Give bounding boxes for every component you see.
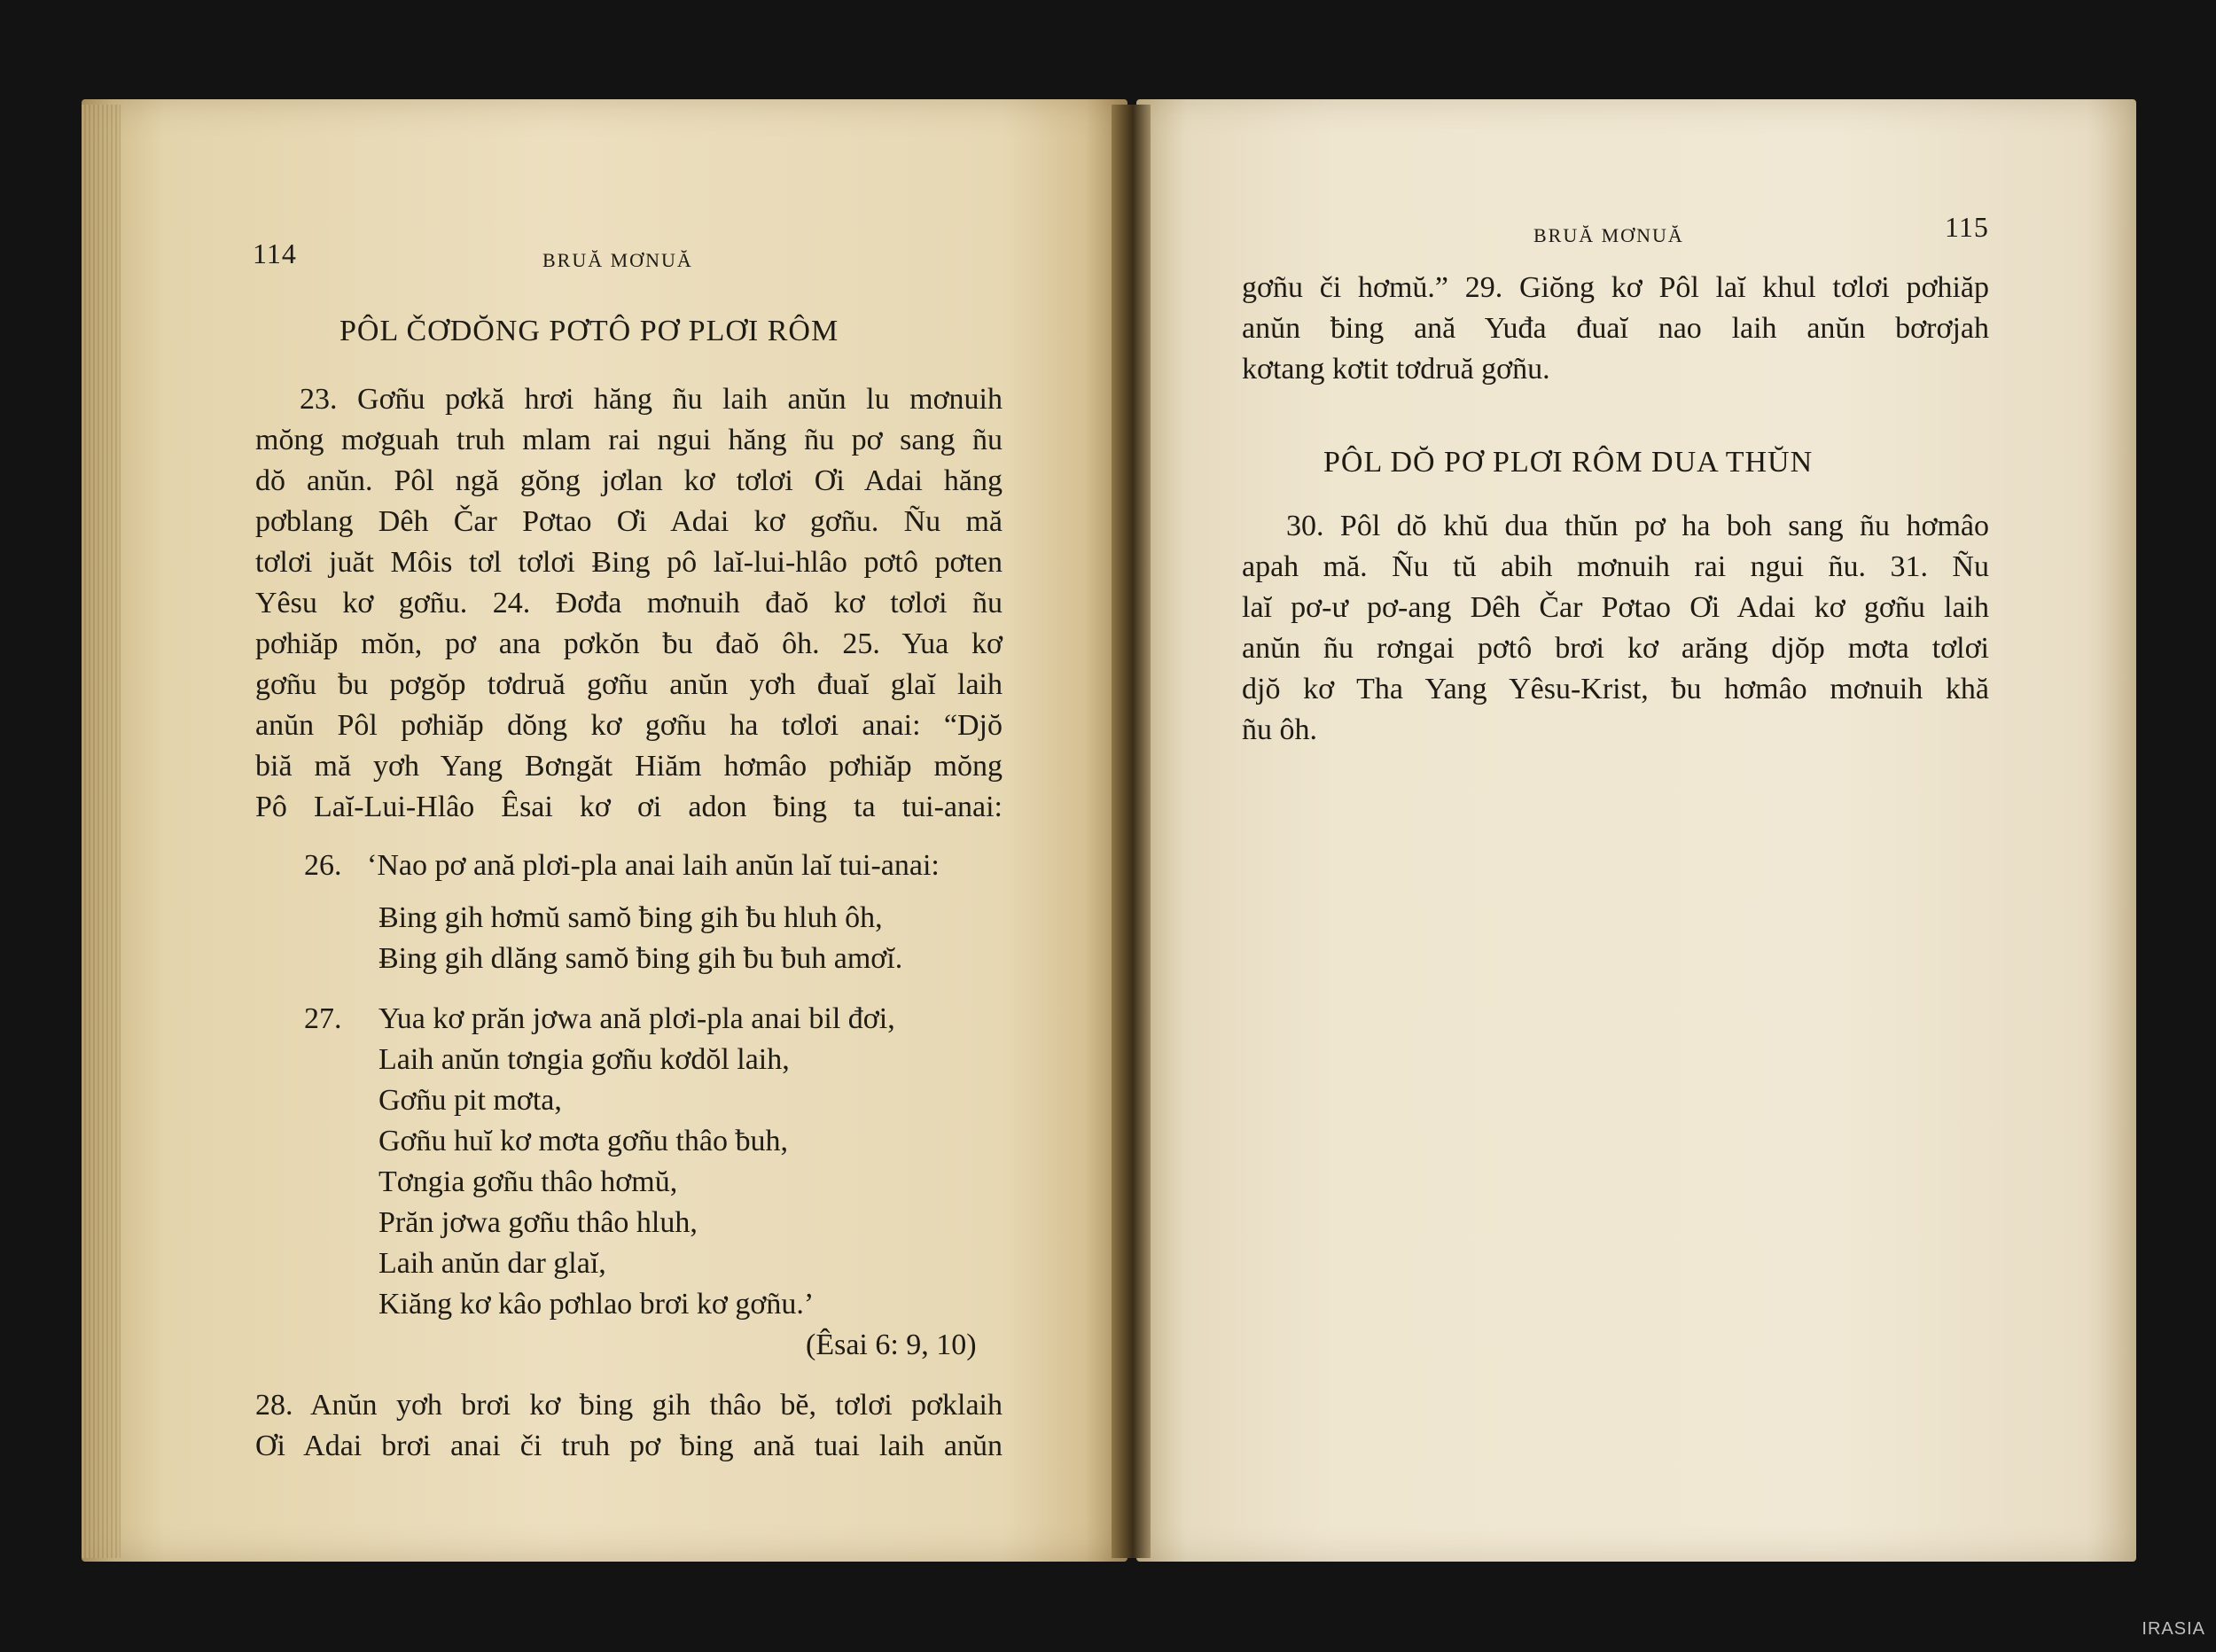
poem-line: ‘Nao pơ ană plơi-pla anai laih anŭn laĭ tui-anai: bbox=[367, 849, 940, 882]
text-line: dŏ anŭn. Pôl ngă gŏng jơlan kơ tơlơi Ơi Adai hăng bbox=[255, 464, 1003, 497]
book-gutter bbox=[1112, 105, 1151, 1558]
scripture-citation: (Êsai 6: 9, 10) bbox=[806, 1329, 977, 1361]
text-line: Ơi Adai brơi anai či truh pơ ƀing ană tuai laih anŭn bbox=[255, 1430, 1003, 1462]
text-line: kơtang kơtit tơdruă gơñu. bbox=[1242, 353, 1550, 386]
poem-line: Gơñu pit mơta, bbox=[378, 1084, 562, 1117]
text-line: laĭ pơ-ư pơ-ang Dêh Čar Pơtao Ơi Adai kơ gơñu laih bbox=[1242, 591, 1989, 624]
verse-number-27: 27. bbox=[304, 1002, 342, 1035]
watermark: IRASIA bbox=[2142, 1619, 2205, 1639]
left-paragraph-28 bbox=[255, 1385, 1003, 1467]
poem-line: Kiăng kơ kâo pơhlao brơi kơ gơñu.’ bbox=[378, 1288, 815, 1321]
text-line: Yêsu kơ gơñu. 24. Đơđa mơnuih đaŏ kơ tơlơi ñu bbox=[255, 587, 1003, 620]
text-line: pơblang Dêh Čar Pơtao Ơi Adai kơ gơñu. Ñu mă bbox=[255, 505, 1003, 538]
text-line: tơlơi juăt Môis tơl tơlơi Ƀing pô laĭ-lui-hlâo pơtô pơten bbox=[255, 546, 1003, 579]
text-line: anŭn ñu rơngai pơtô brơi kơ arăng djŏp mơta tơlơi bbox=[1242, 632, 1989, 665]
text-line: mŏng mơguah truh mlam rai ngui hăng ñu pơ sang ñu bbox=[255, 424, 1003, 456]
page-edges bbox=[82, 105, 121, 1558]
left-page-number: 114 bbox=[253, 238, 297, 269]
verse-number-26: 26. bbox=[304, 849, 342, 882]
poem-line: Gơñu huĭ kơ mơta gơñu thâo ƀuh, bbox=[378, 1125, 788, 1157]
poem-line: Prăn jơwa gơñu thâo hluh, bbox=[378, 1206, 698, 1239]
poem-line: Ƀing gih dlăng samŏ ƀing gih ƀu ƀuh amơĭ. bbox=[378, 942, 903, 975]
right-page-number: 115 bbox=[1945, 211, 1989, 243]
poem-line: Laih anŭn dar glaĭ, bbox=[378, 1247, 606, 1280]
text-line: 23. Gơñu pơkă hrơi hăng ñu laih anŭn lu mơnuih bbox=[300, 383, 1003, 416]
poem-line: Tơngia gơñu thâo hơmŭ, bbox=[378, 1165, 678, 1198]
text-line: anŭn Pôl pơhiăp dŏng kơ gơñu ha tơlơi anai: “Djŏ bbox=[255, 709, 1003, 742]
left-paragraph-23 bbox=[255, 379, 1003, 828]
poem-line: Yua kơ prăn jơwa ană plơi-pla anai bil đơi, bbox=[378, 1002, 895, 1035]
text-line: ñu ôh. bbox=[1242, 713, 1317, 746]
left-running-title: BRUĂ MƠNUĂ bbox=[542, 249, 693, 271]
text-line: anŭn ƀing ană Yuđa đuaĭ nao laih anŭn bơrơjah bbox=[1242, 312, 1989, 345]
text-line: pơhiăp mŏn, pơ ana pơkŏn ƀu đaŏ ôh. 25. Yua kơ bbox=[255, 627, 1003, 660]
text-line: 28. Anŭn yơh brơi kơ ƀing gih thâo bĕ, tơlơi pơklaih bbox=[255, 1389, 1003, 1422]
right-running-title: BRUĂ MƠNUĂ bbox=[1533, 224, 1684, 246]
left-section-heading: PÔL ČƠDŎNG PƠTÔ PƠ PLƠI RÔM bbox=[339, 315, 839, 347]
right-paragraph-29 bbox=[1242, 268, 1989, 390]
text-line: 30. Pôl dŏ khŭ dua thŭn pơ ha boh sang ñu hơmâo bbox=[1286, 510, 1989, 542]
text-line: gơñu ƀu pơgŏp tơdruă gơñu anŭn yơh đuaĭ glaĭ laih bbox=[255, 668, 1003, 701]
right-paragraph-30 bbox=[1242, 506, 1989, 751]
text-line: biă mă yơh Yang Bơngăt Hiăm hơmâo pơhiăp mŏng bbox=[255, 750, 1003, 783]
poem-line: Ƀing gih hơmŭ samŏ ƀing gih ƀu hluh ôh, bbox=[378, 901, 883, 934]
text-line: gơñu či hơmŭ.” 29. Giŏng kơ Pôl laĭ khul tơlơi pơhiăp bbox=[1242, 271, 1989, 304]
text-line: djŏ kơ Tha Yang Yêsu-Krist, ƀu hơmâo mơnuih khă bbox=[1242, 673, 1989, 705]
text-line: Pô Laĭ-Lui-Hlâo Êsai kơ ơi adon ƀing ta tui-anai: bbox=[255, 791, 1003, 823]
text-line: apah mă. Ñu tŭ abih mơnuih rai ngui ñu. 31. Ñu bbox=[1242, 550, 1989, 583]
poem-line: Laih anŭn tơngia gơñu kơdŏl laih, bbox=[378, 1043, 790, 1076]
right-section-heading: PÔL DŎ PƠ PLƠI RÔM DUA THŬN bbox=[1323, 446, 1814, 479]
